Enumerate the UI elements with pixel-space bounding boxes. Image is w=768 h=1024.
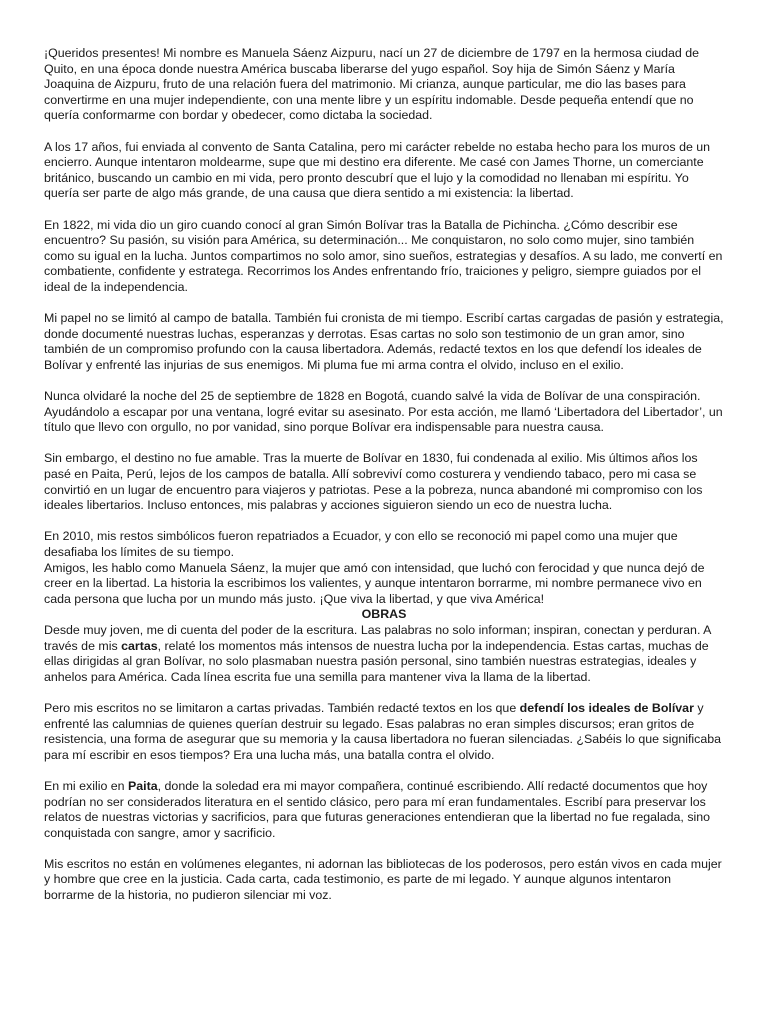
- text-run: Pero mis escritos no se limitaron a cartas privadas. También redacté textos en los que: [44, 700, 520, 715]
- paragraph-intro: ¡Queridos presentes! Mi nombre es Manuela Sáenz Aizpuru, nací un 27 de diciembre de 1797 en la hermosa ciudad de Quito, en una época donde nuestra América buscaba liberarse del yugo español. Soy hija de Simón Sáenz y María Joaquina de Aizpuru, fruto de una relación fuera del matrimonio. Mi crianza, aunque particular, me dio las bases para convertirme en una mujer independiente, con una mente libre y un espíritu indomable. Desde pequeña entendí que no quería conformarme con bordar y obedecer, como dictaba la sociedad.: [44, 46, 700, 123]
- bold-term-paita: Paita: [128, 778, 158, 793]
- document-page: [44, 46, 724, 919]
- text-run: , relaté los momentos más intensos de nuestra lucha por la independencia. Estas cartas, muchas de ellas dirigidas al gran Bolívar, no solo plasmaban nuestra pasión personal, sino también nuestras estrategias, ideales y anhelos para América. Cada línea escrita fue una semilla para mantener viva la llama de la libertad.: [44, 638, 709, 684]
- paragraph-chronicler: Mi papel no se limitó al campo de batalla. También fui cronista de mi tiempo. Escribí cartas cargadas de pasión y estrategia, donde documenté nuestras luchas, esperanzas y derrotas. Esas cartas no solo son testimonio de un gran amor, sino también de un compromiso profundo con la causa libertadora. Además, redacté textos en los que defendí los ideales de Bolívar y enfrenté las injurias de sus enemigos. Mi pluma fue mi arma contra el olvido, incluso en el exilio.: [44, 311, 724, 372]
- paragraph-exile: Sin embargo, el destino no fue amable. Tras la muerte de Bolívar en 1830, fui condenada al exilio. Mis últimos años los pasé en Paita, Perú, lejos de los campos de batalla. Allí sobreviví como costurera y vendiendo tabaco, pero mi casa se convirtió en un lugar de encuentro para viajeros y patriotas. Pese a la pobreza, nunca abandoné mi compromiso con los ideales libertarios. Incluso entonces, mis palabras y acciones siguieron siendo un eco de nuestra lucha.: [44, 451, 703, 513]
- text-run: Desde muy joven, me di cuenta del poder de la escritura. Las palabras no solo informan; inspiran, conectan y perduran. A través de mis: [44, 622, 711, 653]
- paragraph-obras-defense: [44, 701, 724, 763]
- text-run: , donde la soledad era mi mayor compañera, continué escribiendo. Allí redacté documentos que hoy podrían no ser considerados literatura en el sentido clásico, pero para mí eran fundamentales. Escribí para preservar los relatos de nuestras victorias y sacrificios, para que futuras generaciones entendieran que la libertad no fue regalada, sino conquistada con sangre, amor y sacrificio.: [44, 778, 711, 840]
- obras-heading: OBRAS: [361, 607, 407, 622]
- text-run: En mi exilio en: [44, 778, 129, 793]
- paragraph-closing: Amigos, les hablo como Manuela Sáenz, la mujer que amó con intensidad, que luchó con ferocidad y que nunca dejó de creer en la libertad. La historia la escribimos los valientes, y aunque intentaron borrarme, mi nombre permanece vivo en cada persona que lucha por un mundo más justo. ¡Que viva la libertad, y que viva América!: [44, 560, 705, 606]
- bold-term-cartas: cartas: [121, 638, 158, 653]
- paragraph-obras-paita: [44, 779, 724, 841]
- paragraph-convent: A los 17 años, fui enviada al convento de Santa Catalina, pero mi carácter rebelde no estaba hecho para los muros de un encierro. Aunque intentaron moldearme, supe que mi destino era diferente. Me casé con James Thorne, un comerciante británico, buscando un cambio en mi vida, pero pronto descubrí que el lujo y la comodidad no llenaban mi espíritu. Yo quería ser parte de algo más grande, de una causa que diera sentido a mi existencia: la libertad.: [44, 139, 711, 201]
- paragraph-repatriation: En 2010, mis restos simbólicos fueron repatriados a Ecuador, y con ello se reconoció mi papel como una mujer que desafiaba los límites de su tiempo.: [44, 529, 678, 559]
- paragraph-conspiracy: Nunca olvidaré la noche del 25 de septiembre de 1828 en Bogotá, cuando salvé la vida de Bolívar de una conspiración. Ayudándolo a escapar por una ventana, logré evitar su asesinato. Por esta acción, me llamó ‘Libertadora del Libertador’, un título que llevo con orgullo, no por vanidad, sino porque Bolívar era indispensable para nuestra causa.: [44, 389, 723, 435]
- text-run: y enfrenté las calumnias de quienes querían destruir su legado. Esas palabras no eran simples discursos; eran gritos de resistencia, una forma de asegurar que su memoria y la causa libertadora no fueran silenciadas. ¿Sabéis lo que significaba para mí escribir en esos tiempos? Era una lucha más, una batalla contra el olvido.: [44, 700, 722, 762]
- paragraph-bolivar-meeting: En 1822, mi vida dio un giro cuando conocí al gran Simón Bolívar tras la Batalla de Pichincha. ¿Cómo describir ese encuentro? Su pasión, su visión para América, su determinación... Me conquistaron, no solo como mujer, sino también como su igual en la lucha. Juntos compartimos no solo amor, sino sueños, estrategias y desafíos. A su lado, me convertí en combatiente, confidente y estratega. Recorrimos los Andes enfrentando frío, traiciones y peligro, siempre guiados por el ideal de la independencia.: [44, 217, 723, 294]
- paragraph-obras-letters: [44, 623, 724, 685]
- bold-term-ideales: defendí los ideales de Bolívar: [519, 700, 694, 715]
- paragraph-obras-legacy: Mis escritos no están en volúmenes elegantes, ni adornan las bibliotecas de los poderosos, pero están vivos en cada mujer y hombre que cree en la justicia. Cada carta, cada testimonio, es parte de mi legado. Y aunque algunos intentaron borrarme de la historia, no pudieron silenciar mi voz.: [44, 856, 722, 903]
